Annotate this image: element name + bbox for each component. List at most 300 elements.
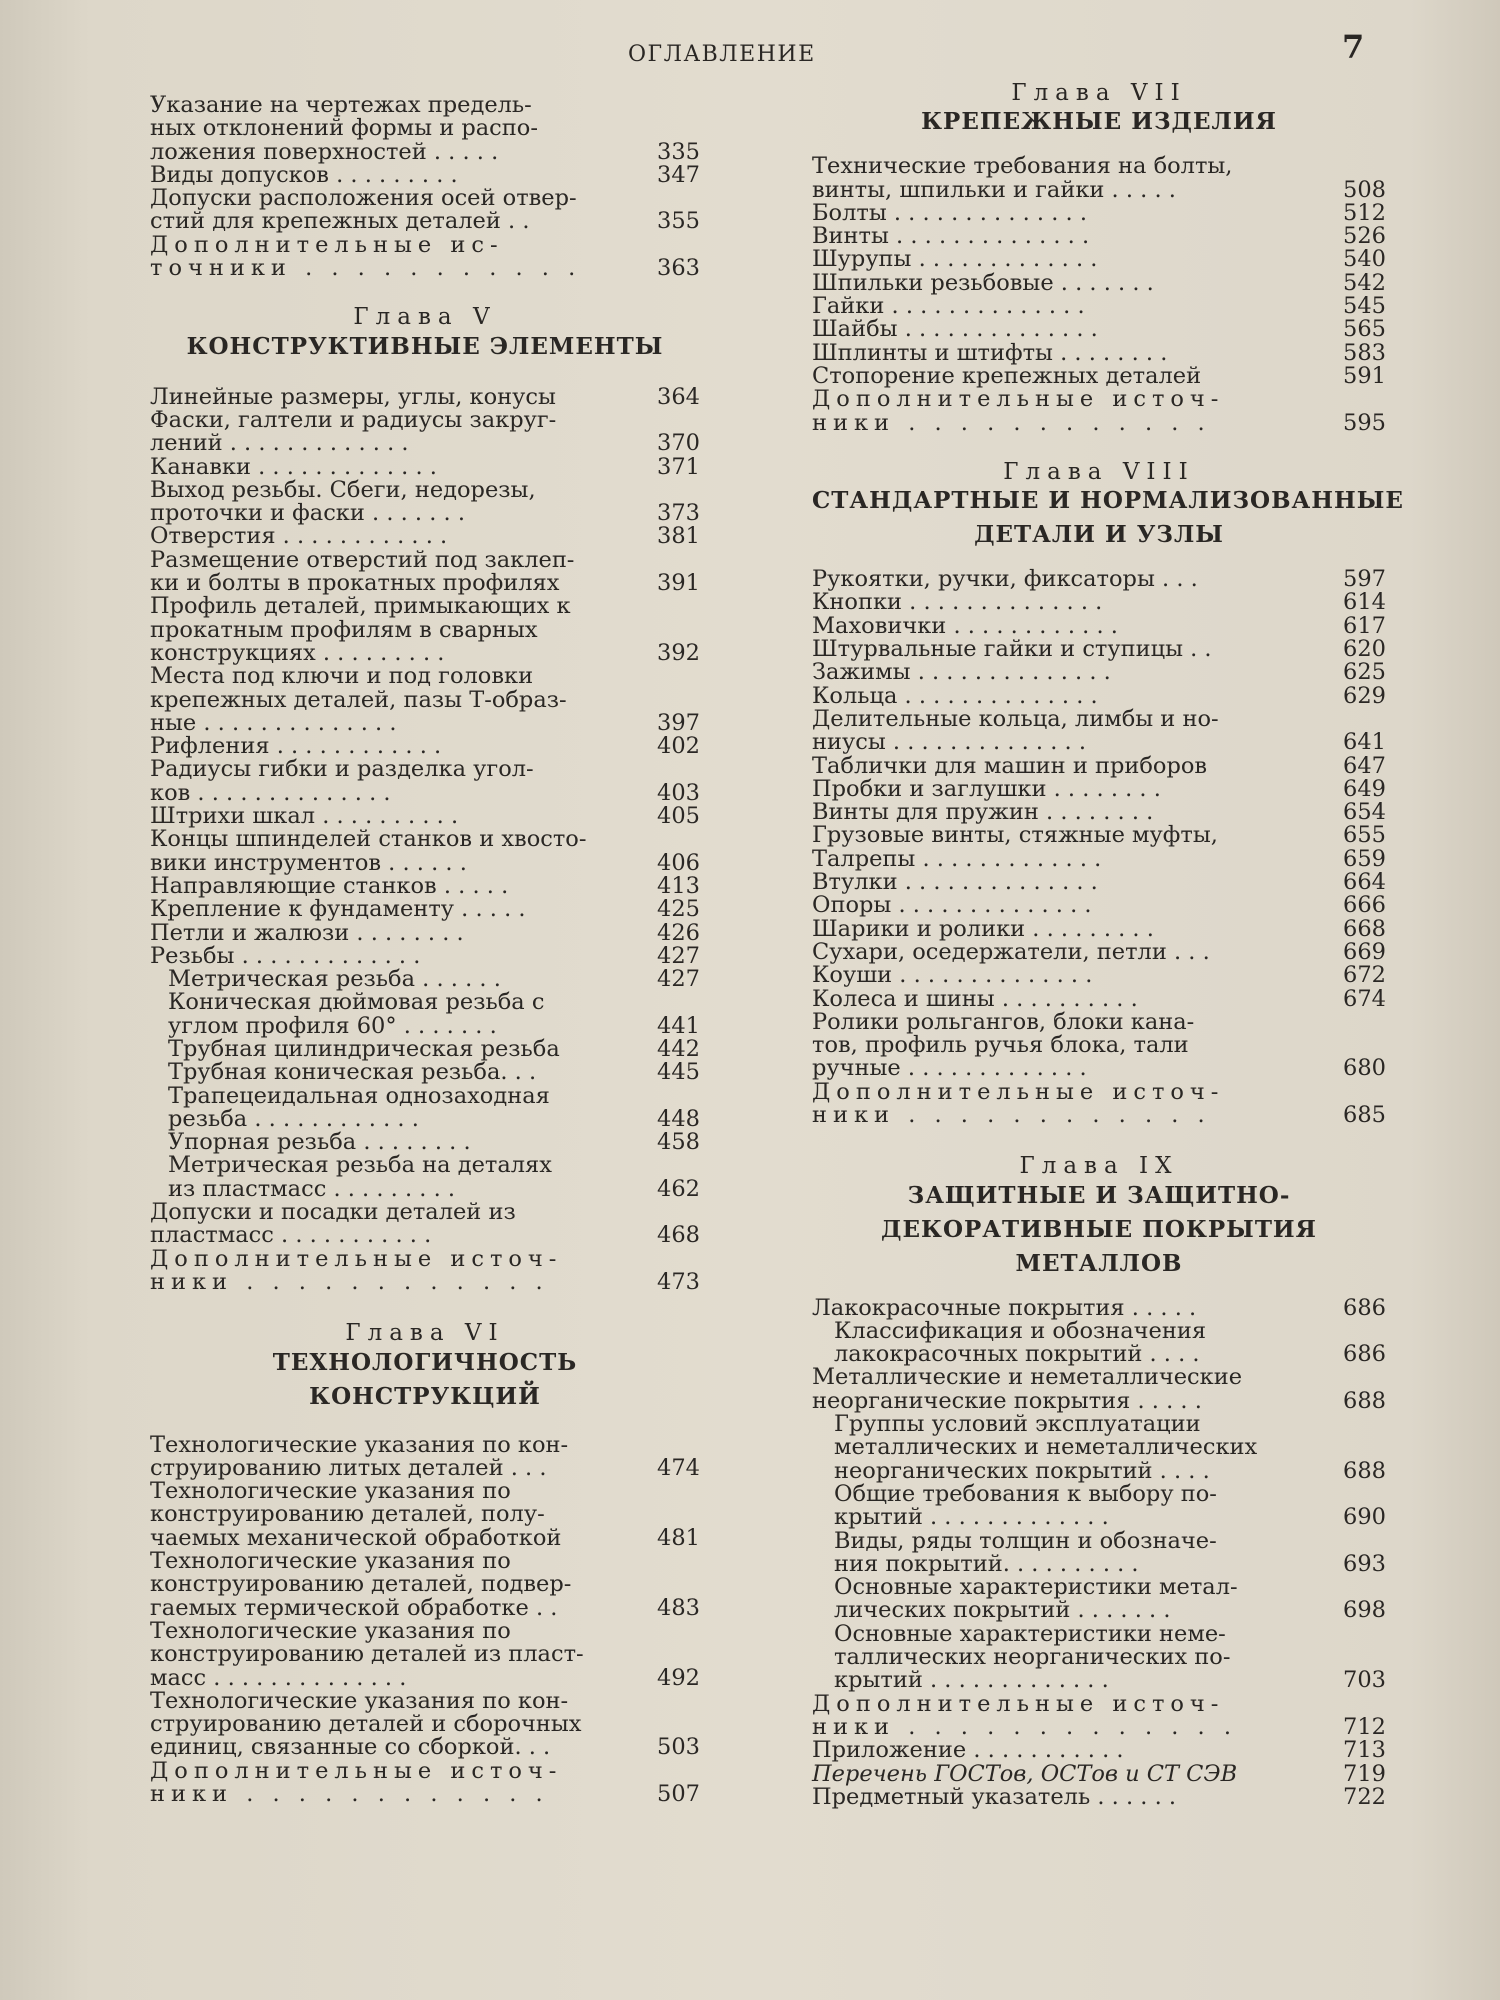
- toc-entry-page: 641: [1343, 729, 1386, 756]
- toc-entry-page: 508: [1343, 176, 1386, 203]
- toc-entry-line: Предметный указатель . . . . . .: [812, 1783, 1177, 1810]
- toc-entry-line: Шайбы . . . . . . . . . . . . . .: [812, 316, 1098, 343]
- toc-entry-page: 483: [657, 1594, 700, 1621]
- toc-entry-line: таллических неорганических по-: [834, 1644, 1231, 1671]
- toc-entry-line: крепежных деталей, пазы Т-образ-: [150, 686, 567, 713]
- toc-entry: [150, 898, 700, 921]
- toc-entry-title: [812, 775, 1292, 802]
- toc-entry: [812, 339, 1386, 366]
- toc-entry-title: [812, 1078, 1292, 1128]
- toc-entry-title: [812, 1366, 1292, 1413]
- toc-section: [812, 155, 1386, 435]
- toc-entry: [812, 225, 1386, 248]
- toc-entry-page: 363: [657, 255, 700, 282]
- toc-entry-title: [168, 1035, 612, 1062]
- toc-entry-title: [168, 991, 612, 1038]
- toc-entry-line: конструированию деталей, подвер-: [150, 1571, 572, 1598]
- toc-entry: [150, 1131, 700, 1154]
- toc-entry: [150, 1154, 700, 1201]
- toc-entry-title: [812, 1690, 1292, 1740]
- toc-entry-title: [812, 248, 1292, 271]
- toc-entry: [150, 1550, 700, 1620]
- toc-entry-line: точники . . . . . . . . . . .: [150, 255, 582, 282]
- toc-entry: [812, 1690, 1386, 1740]
- toc-entry-title: [150, 525, 612, 548]
- toc-entry-page: 392: [657, 639, 700, 666]
- toc-entry-line: Таблички для машин и приборов: [812, 752, 1208, 779]
- toc-entry-line: ния покрытий. . . . . . . . . .: [834, 1550, 1139, 1577]
- toc-entry-page: 355: [657, 208, 700, 235]
- toc-entry-page: 397: [657, 709, 700, 736]
- chapter-label: Глава VIII: [1003, 458, 1195, 485]
- toc-entry-line: Дополнительные источ-: [150, 1757, 563, 1784]
- toc-entry: [812, 801, 1386, 824]
- toc-entry-page: 698: [1343, 1597, 1386, 1624]
- toc-entry-line: ложения поверхностей . . . . .: [150, 138, 499, 165]
- toc-entry-line: Делительные кольца, лимбы и но-: [812, 705, 1219, 732]
- toc-entry-page: 492: [657, 1664, 700, 1691]
- toc-entry-line: Грузовые винты, стяжные муфты,: [812, 822, 1218, 849]
- toc-entry-line: ные . . . . . . . . . . . . . .: [150, 709, 397, 736]
- toc-entry-line: Канавки . . . . . . . . . . . . .: [150, 453, 437, 480]
- toc-entry-page: 664: [1343, 869, 1386, 896]
- toc-entry-line: Радиусы гибки и разделка угол-: [150, 756, 534, 783]
- toc-entry-title: [150, 805, 612, 828]
- toc-entry: [812, 155, 1386, 202]
- toc-entry-title: [812, 1294, 1292, 1321]
- toc-entry-page: 688: [1343, 1387, 1386, 1414]
- toc-entry-title: [812, 1739, 1292, 1762]
- toc-entry-line: Места под ключи и под головки: [150, 663, 534, 690]
- toc-entry-title: [150, 187, 612, 234]
- toc-entry-page: 686: [1343, 1294, 1386, 1321]
- toc-entry-page: 688: [1343, 1457, 1386, 1484]
- toc-entry-title: [150, 546, 612, 597]
- toc-entry-title: [812, 661, 1292, 684]
- toc-entry-line: тов, профиль ручья блока, тали: [812, 1032, 1189, 1059]
- toc-entry-title: [812, 638, 1292, 661]
- toc-entry-line: струированию литых деталей . . .: [150, 1454, 547, 1481]
- toc-entry-line: резьба . . . . . . . . . . . .: [168, 1105, 419, 1132]
- toc-entry: [812, 824, 1386, 847]
- toc-entry-line: Допуски расположения осей отвер-: [150, 185, 577, 212]
- toc-entry-line: ники . . . . . . . . . . . .: [150, 1268, 549, 1295]
- toc-entry-title: [834, 1576, 1292, 1623]
- toc-section: [150, 94, 700, 280]
- toc-entry-line: Винты . . . . . . . . . . . . . .: [812, 223, 1090, 250]
- chapter-title-line: СТАНДАРТНЫЕ И НОРМАЛИЗОВАННЫЕ: [812, 487, 1404, 515]
- toc-entry-line: ручные . . . . . . . . . . . . .: [812, 1055, 1087, 1082]
- toc-section: [150, 1431, 700, 1807]
- toc-entry: [812, 915, 1386, 942]
- toc-entry-page: 669: [1343, 938, 1386, 965]
- toc-entry-line: Трубная коническая резьба. . .: [168, 1059, 537, 1086]
- toc-entry-line: ники . . . . . . . . . . . .: [812, 1101, 1211, 1128]
- toc-entry-line: единиц, связанные со сборкой. . .: [150, 1734, 551, 1761]
- toc-entry: [150, 1480, 700, 1550]
- toc-entry-line: стий для крепежных деталей . .: [150, 208, 530, 235]
- toc-entry-page: 722: [1343, 1783, 1386, 1810]
- toc-entry-title: [812, 964, 1292, 987]
- toc-entry-title: [812, 705, 1292, 756]
- toc-entry: [150, 1201, 700, 1248]
- toc-entry-line: конструированию деталей из пласт-: [150, 1641, 584, 1668]
- toc-entry-page: 426: [657, 919, 700, 946]
- toc-entry-line: Кольца . . . . . . . . . . . . . .: [812, 682, 1098, 709]
- toc-entry: [812, 775, 1386, 802]
- toc-entry: [150, 1687, 700, 1761]
- chapter-label: Глава VII: [1011, 80, 1187, 106]
- toc-entry-title: [834, 1527, 1292, 1577]
- toc-entry-line: струированию деталей и сборочных: [150, 1711, 582, 1738]
- toc-entry-title: [812, 339, 1292, 366]
- toc-entry: [150, 665, 700, 735]
- toc-entry-title: [150, 665, 612, 735]
- toc-entry: [812, 1413, 1386, 1483]
- toc-entry-title: [150, 1550, 612, 1620]
- toc-entry-title: [150, 1687, 612, 1761]
- toc-entry: [150, 453, 700, 480]
- toc-entry: [150, 383, 700, 410]
- toc-entry: [812, 1783, 1386, 1810]
- toc-entry-page: 405: [657, 803, 700, 830]
- toc-entry-page: 712: [1343, 1713, 1386, 1740]
- toc-entry-line: Кнопки . . . . . . . . . . . . . .: [812, 589, 1103, 616]
- toc-entry-page: 690: [1343, 1504, 1386, 1531]
- toc-entry-page: 442: [657, 1035, 700, 1062]
- toc-entry-line: Зажимы . . . . . . . . . . . . . .: [812, 659, 1111, 686]
- toc-entry: [812, 1008, 1386, 1082]
- toc-entry-page: 545: [1343, 293, 1386, 320]
- toc-entry-page: 703: [1343, 1667, 1386, 1694]
- toc-entry-line: неорганические покрытия . . . . .: [812, 1387, 1202, 1414]
- toc-entry: [812, 1294, 1386, 1321]
- toc-entry-title: [150, 1431, 612, 1481]
- toc-entry-page: 649: [1343, 775, 1386, 802]
- toc-entry: [812, 1527, 1386, 1577]
- toc-entry: [812, 1576, 1386, 1623]
- toc-entry-title: [168, 968, 612, 991]
- toc-entry-title: [812, 155, 1292, 202]
- toc-entry-page: 474: [657, 1454, 700, 1481]
- chapter-heading: [150, 306, 700, 363]
- toc-entry-line: Ролики рольгангов, блоки кана-: [812, 1008, 1195, 1035]
- chapter-title: [812, 484, 1404, 552]
- toc-entry: [150, 1757, 700, 1807]
- toc-entry-line: Дополнительные ис-: [150, 231, 504, 258]
- toc-entry: [150, 161, 700, 188]
- toc-entry-title: [834, 1413, 1292, 1483]
- toc-entry: [812, 362, 1386, 389]
- toc-entry: [812, 1366, 1386, 1413]
- toc-entry: [812, 612, 1386, 639]
- toc-entry-line: ники . . . . . . . . . . . .: [812, 409, 1211, 436]
- toc-entry: [812, 894, 1386, 917]
- toc-entry-page: 591: [1343, 362, 1386, 389]
- toc-entry-line: Общие требования к выбору по-: [834, 1480, 1217, 1507]
- toc-entry-page: 666: [1343, 892, 1386, 919]
- toc-entry: [812, 318, 1386, 341]
- toc-entry: [150, 94, 700, 164]
- toc-entry-title: [150, 942, 612, 969]
- toc-entry: [150, 525, 700, 548]
- toc-entry: [812, 388, 1386, 435]
- toc-entry-line: винты, шпильки и гайки . . . . .: [812, 176, 1176, 203]
- toc-entry-line: Технические требования на болты,: [812, 153, 1233, 180]
- toc-entry-line: Отверстия . . . . . . . . . . . .: [150, 523, 448, 550]
- toc-entry-page: 565: [1343, 316, 1386, 343]
- toc-entry-page: 458: [657, 1129, 700, 1156]
- toc-entry: [150, 805, 700, 828]
- toc-entry: [812, 248, 1386, 271]
- toc-entry-line: Трапецеидальная однозаходная: [168, 1082, 550, 1109]
- toc-entry-line: Основные характеристики метал-: [834, 1574, 1238, 1601]
- chapter-heading: [150, 1322, 700, 1413]
- toc-entry-title: [150, 1480, 612, 1550]
- toc-entry-page: 468: [657, 1222, 700, 1249]
- toc-entry-line: масс . . . . . . . . . . . . . .: [150, 1664, 407, 1691]
- toc-entry-line: крытий . . . . . . . . . . . . .: [834, 1667, 1109, 1694]
- toc-entry-title: [168, 1061, 612, 1084]
- toc-entry-line: Основные характеристики неме-: [834, 1620, 1226, 1647]
- toc-entry: [812, 269, 1386, 296]
- toc-entry-line: Коуши . . . . . . . . . . . . . .: [812, 962, 1093, 989]
- toc-entry-line: Талрепы . . . . . . . . . . . . .: [812, 845, 1102, 872]
- toc-entry: [812, 638, 1386, 661]
- chapter-heading: [812, 82, 1386, 139]
- toc-entry-page: 686: [1343, 1341, 1386, 1368]
- chapter-label: Глава VI: [345, 1320, 505, 1347]
- toc-section: [812, 1294, 1386, 1810]
- toc-entry-page: 462: [657, 1175, 700, 1202]
- toc-entry-line: Шпильки резьбовые . . . . . . .: [812, 269, 1154, 296]
- toc-entry-line: Виды, ряды толщин и обозначе-: [834, 1527, 1217, 1554]
- toc-entry-page: 674: [1343, 985, 1386, 1012]
- toc-entry-line: Технологические указания по: [150, 1617, 511, 1644]
- chapter-title-line: ДЕКОРАТИВНЫЕ ПОКРЫТИЯ: [881, 1215, 1317, 1243]
- toc-entry-page: 373: [657, 500, 700, 527]
- toc-entry-title: [150, 735, 612, 758]
- toc-entry-title: [834, 1317, 1292, 1368]
- toc-entry-title: [812, 362, 1292, 389]
- toc-entry-line: проточки и фаски . . . . . . .: [150, 500, 465, 527]
- toc-entry: [812, 591, 1386, 614]
- toc-entry-line: крытий . . . . . . . . . . . . .: [834, 1504, 1109, 1531]
- toc-entry-line: Колеса и шины . . . . . . . . . .: [812, 985, 1138, 1012]
- toc-entry-line: Резьбы . . . . . . . . . . . . .: [150, 942, 421, 969]
- toc-entry-page: 413: [657, 872, 700, 899]
- toc-entry-title: [812, 824, 1292, 847]
- toc-entry-page: 655: [1343, 822, 1386, 849]
- toc-entry: [812, 705, 1386, 756]
- toc-entry-title: [812, 269, 1292, 296]
- toc-entry-line: ники . . . . . . . . . . . .: [150, 1781, 549, 1807]
- toc-entry-title: [812, 682, 1292, 709]
- toc-entry-line: Дополнительные источ-: [812, 1690, 1225, 1717]
- toc-entry-line: вики инструментов . . . . . .: [150, 849, 467, 876]
- toc-entry-line: Приложение . . . . . . . . . . .: [812, 1737, 1124, 1764]
- toc-entry-page: 507: [657, 1781, 700, 1807]
- toc-entry-line: чаемых механической обработкой: [150, 1524, 562, 1551]
- toc-entry-title: [812, 1760, 1292, 1787]
- toc-entry-title: [150, 1201, 612, 1248]
- toc-entry-page: 685: [1343, 1101, 1386, 1128]
- toc-entry-line: Линейные размеры, углы, конусы: [150, 383, 556, 410]
- toc-entry-title: [812, 1008, 1292, 1082]
- toc-entry-line: конструкциях . . . . . . . . .: [150, 639, 445, 666]
- chapter-title: [150, 330, 700, 364]
- toc-entry-title: [812, 568, 1292, 591]
- toc-entry-line: Выход резьбы. Сбеги, недорезы,: [150, 476, 536, 503]
- toc-entry-title: [812, 612, 1292, 639]
- toc-entry: [812, 1760, 1386, 1787]
- toc-entry-title: [150, 453, 612, 480]
- toc-entry-line: Металлические и неметаллические: [812, 1364, 1243, 1391]
- toc-entry-page: 425: [657, 896, 700, 923]
- toc-entry: [812, 661, 1386, 684]
- toc-entry: [812, 1620, 1386, 1694]
- toc-entry: [150, 595, 700, 665]
- toc-entry-line: ки и болты в прокатных профилях: [150, 570, 560, 597]
- toc-entry-title: [812, 894, 1292, 917]
- chapter-title-line: МЕТАЛЛОВ: [1015, 1249, 1183, 1277]
- toc-entry-page: 614: [1343, 589, 1386, 616]
- toc-entry-page: 668: [1343, 915, 1386, 942]
- toc-entry-line: Шарики и ролики . . . . . . . . .: [812, 915, 1154, 942]
- toc-entry: [812, 1480, 1386, 1531]
- toc-entry-line: лакокрасочных покрытий . . . .: [834, 1341, 1200, 1368]
- toc-entry-page: 540: [1343, 246, 1386, 273]
- toc-entry: [150, 968, 700, 991]
- toc-entry-line: гаемых термической обработке . .: [150, 1594, 558, 1621]
- toc-entry-page: 647: [1343, 752, 1386, 779]
- toc-entry-page: 672: [1343, 962, 1386, 989]
- toc-entry-line: Петли и жалюзи . . . . . . . .: [150, 919, 464, 946]
- toc-entry-line: Трубная цилиндрическая резьба: [168, 1035, 560, 1062]
- chapter-title-line: КОНСТРУКТИВНЫЕ ЭЛЕМЕНТЫ: [186, 332, 664, 360]
- toc-entry-title: [150, 919, 612, 946]
- toc-entry-line: Фаски, галтели и радиусы закруг-: [150, 406, 557, 433]
- toc-entry: [150, 187, 700, 234]
- toc-entry: [150, 546, 700, 597]
- toc-entry: [812, 199, 1386, 226]
- toc-entry-title: [834, 1620, 1292, 1694]
- toc-entry-line: Винты для пружин . . . . . . . .: [812, 799, 1154, 826]
- toc-entry-title: [812, 318, 1292, 341]
- toc-entry-line: Рифления . . . . . . . . . . . .: [150, 733, 442, 760]
- toc-entry-line: ков . . . . . . . . . . . . . .: [150, 779, 391, 806]
- toc-entry-line: лических покрытий . . . . . . .: [834, 1597, 1171, 1624]
- toc-entry-title: [150, 476, 612, 527]
- toc-entry-page: 335: [657, 138, 700, 165]
- toc-entry-title: [812, 871, 1292, 894]
- toc-entry-line: Виды допусков . . . . . . . . .: [150, 161, 458, 188]
- toc-entry: [812, 1317, 1386, 1368]
- running-head: ОГЛАВЛЕНИЕ: [628, 42, 816, 67]
- toc-entry-page: 503: [657, 1734, 700, 1761]
- toc-entry-line: Профиль деталей, примыкающих к: [150, 593, 571, 620]
- toc-entry-title: [812, 752, 1292, 779]
- toc-entry-line: Технологические указания по: [150, 1548, 511, 1575]
- toc-entry: [150, 872, 700, 899]
- toc-entry: [150, 991, 700, 1038]
- toc-entry-title: [168, 1082, 612, 1132]
- toc-entry: [812, 1739, 1386, 1762]
- toc-entry-line: Шплинты и штифты . . . . . . . .: [812, 339, 1168, 366]
- toc-entry-line: металлических и неметаллических: [834, 1434, 1258, 1461]
- toc-entry-title: [150, 898, 612, 921]
- toc-entry-line: Гайки . . . . . . . . . . . . . .: [812, 293, 1085, 320]
- toc-entry-title: [812, 199, 1292, 226]
- toc-entry-page: 402: [657, 733, 700, 760]
- toc-entry-line: Опоры . . . . . . . . . . . . . .: [812, 892, 1092, 919]
- toc-entry-page: 597: [1343, 566, 1386, 593]
- toc-entry-line: Коническая дюймовая резьба с: [168, 989, 545, 1016]
- toc-entry-line: Упорная резьба . . . . . . . .: [168, 1129, 471, 1156]
- toc-entry-line: Направляющие станков . . . . .: [150, 872, 509, 899]
- chapter-label: Глава IX: [1019, 1153, 1179, 1180]
- toc-entry-page: 629: [1343, 682, 1386, 709]
- toc-entry-line: Крепление к фундаменту . . . . .: [150, 896, 526, 923]
- toc-entry: [150, 735, 700, 758]
- toc-entry-line: Стопорение крепежных деталей: [812, 362, 1202, 389]
- toc-entry-page: 364: [657, 383, 700, 410]
- toc-entry-page: 680: [1343, 1055, 1386, 1082]
- toc-entry-page: 473: [657, 1268, 700, 1295]
- chapter-title-line: ДЕТАЛИ И УЗЛЫ: [974, 521, 1224, 549]
- toc-entry-line: Штрихи шкал . . . . . . . . . .: [150, 803, 459, 830]
- toc-entry: [150, 919, 700, 946]
- toc-entry: [812, 985, 1386, 1012]
- toc-entry: [812, 845, 1386, 872]
- toc-entry-page: 381: [657, 523, 700, 550]
- toc-entry-page: 654: [1343, 799, 1386, 826]
- toc-entry: [150, 1035, 700, 1062]
- toc-entry-line: прокатным профилям в сварных: [150, 616, 538, 643]
- toc-entry-line: Перечень ГОСТов, ОСТов и СТ СЭВ: [812, 1760, 1238, 1787]
- toc-entry: [150, 1617, 700, 1691]
- chapter-title: [812, 105, 1386, 139]
- toc-entry-line: Технологические указания по: [150, 1478, 511, 1505]
- toc-entry-line: Технологические указания по кон-: [150, 1687, 569, 1714]
- toc-entry-title: [150, 758, 612, 805]
- toc-entry: [812, 568, 1386, 591]
- toc-entry-page: 347: [657, 161, 700, 188]
- chapter-title-line: КРЕПЕЖНЫЕ ИЗДЕЛИЯ: [921, 108, 1277, 136]
- toc-entry-line: Указание на чертежах предель-: [150, 92, 532, 118]
- toc-entry: [150, 406, 700, 457]
- toc-entry-title: [150, 231, 612, 282]
- toc-entry: [150, 1082, 700, 1132]
- toc-entry-title: [812, 225, 1292, 248]
- toc-entry-page: 370: [657, 430, 700, 457]
- toc-entry-page: 441: [657, 1012, 700, 1039]
- toc-entry-line: из пластмасс . . . . . . . . .: [168, 1175, 456, 1202]
- toc-entry-page: 719: [1343, 1760, 1386, 1787]
- toc-entry-line: Метрическая резьба на деталях: [168, 1152, 552, 1179]
- chapter-heading: [812, 1155, 1386, 1280]
- toc-entry-line: ных отклонений формы и распо-: [150, 115, 538, 142]
- toc-entry-page: 448: [657, 1105, 700, 1132]
- toc-entry-title: [812, 915, 1292, 942]
- toc-entry-page: 583: [1343, 339, 1386, 366]
- right-column: [812, 80, 1404, 1810]
- toc-entry-page: 659: [1343, 845, 1386, 872]
- toc-entry-page: 620: [1343, 636, 1386, 663]
- toc-entry-line: Рукоятки, ручки, фиксаторы . . .: [812, 566, 1198, 593]
- toc-entry-page: 693: [1343, 1550, 1386, 1577]
- toc-entry-line: Технологические указания по кон-: [150, 1431, 569, 1458]
